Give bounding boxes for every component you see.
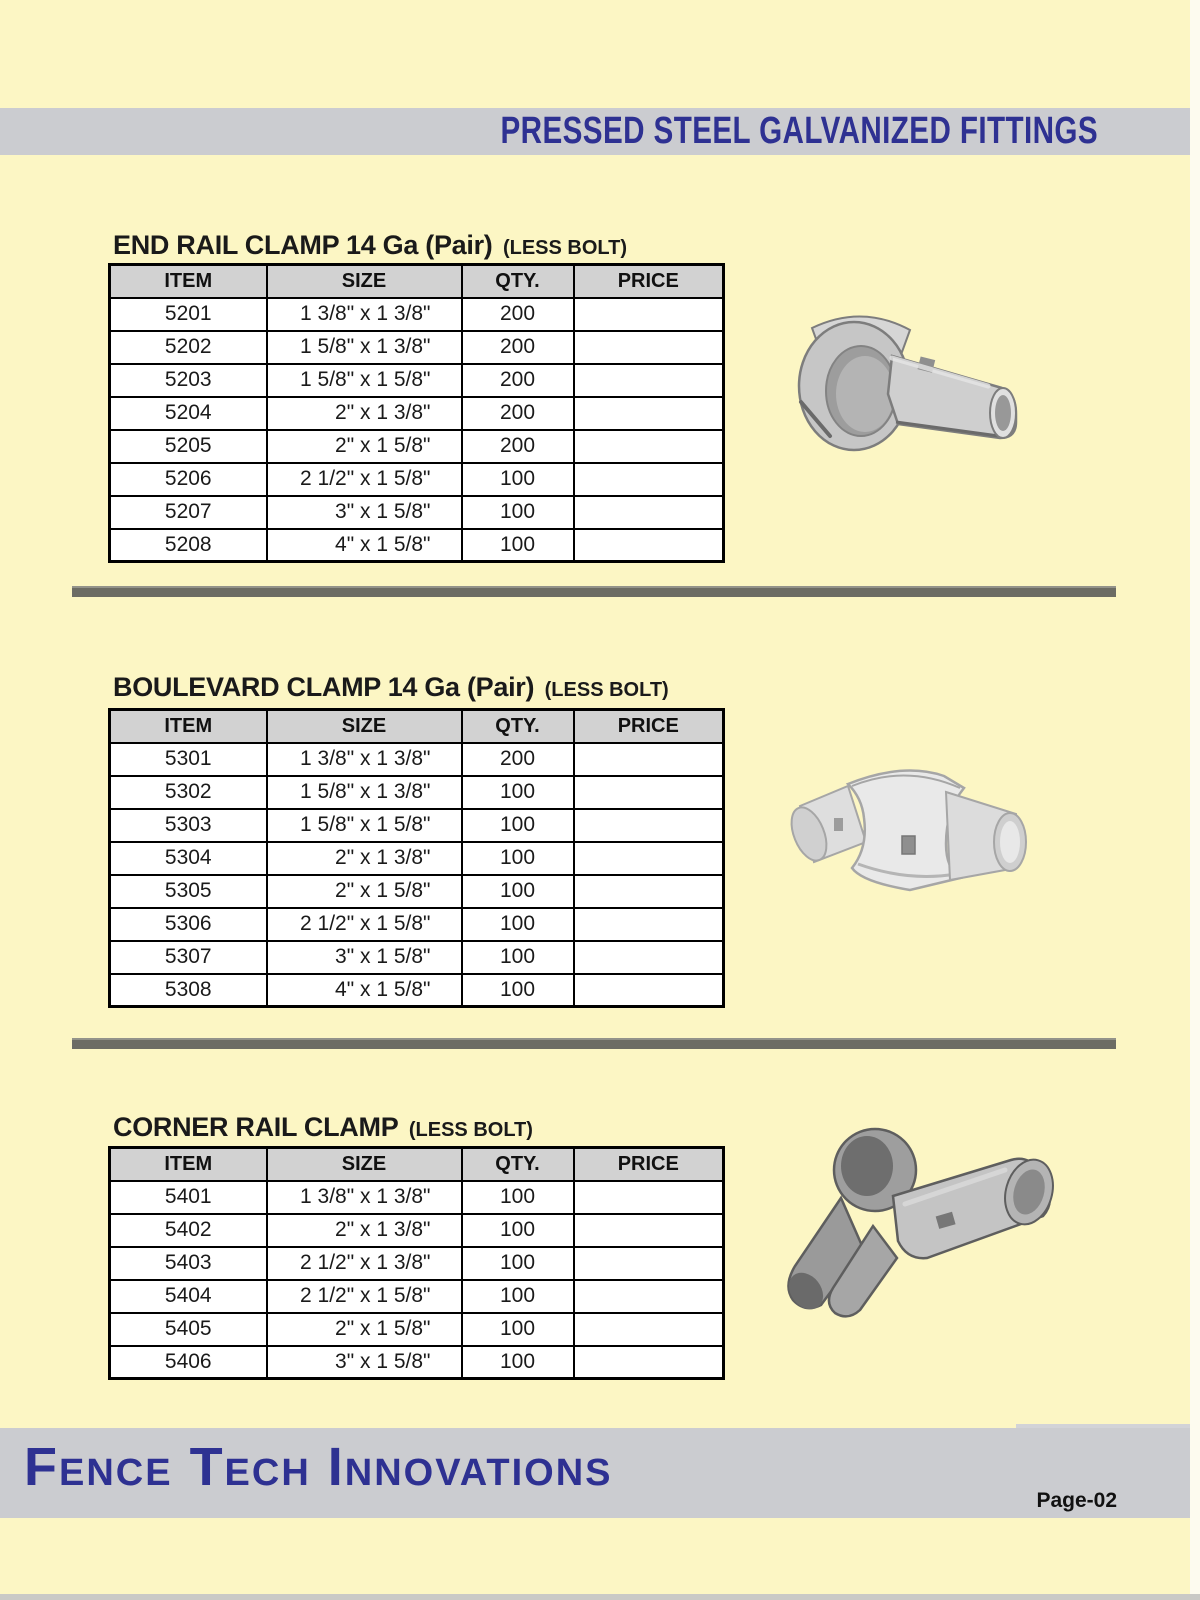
item-cell: 5303 — [110, 809, 267, 842]
section-divider — [72, 1038, 1116, 1049]
header-row — [110, 1148, 724, 1181]
table-row — [110, 1247, 724, 1280]
size-cell: 2" x 1 5/8" — [267, 1313, 462, 1346]
table-row — [110, 908, 724, 941]
qty-cell: 200 — [462, 298, 574, 331]
page-title: PRESSED STEEL GALVANIZED FITTINGS — [500, 110, 1098, 152]
size-cell: 1 3/8" x 1 3/8" — [267, 298, 462, 331]
qty-cell: 200 — [462, 743, 574, 776]
size-cell: 2" x 1 3/8" — [267, 397, 462, 430]
price-cell — [574, 1280, 724, 1313]
size-cell: 1 5/8" x 1 3/8" — [267, 776, 462, 809]
size-cell: 2" x 1 3/8" — [267, 842, 462, 875]
price-table-end-rail-clamp — [108, 263, 725, 563]
qty-cell: 100 — [462, 908, 574, 941]
price-cell — [574, 842, 724, 875]
size-cell: 2" x 1 5/8" — [267, 430, 462, 463]
table-row — [110, 1181, 724, 1214]
qty-cell: 200 — [462, 364, 574, 397]
qty-cell: 100 — [462, 529, 574, 562]
qty-cell: 100 — [462, 1313, 574, 1346]
price-cell — [574, 430, 724, 463]
price-cell — [574, 776, 724, 809]
section-title-text: CORNER RAIL CLAMP — [113, 1112, 399, 1142]
end-rail-clamp-photo — [792, 298, 1024, 470]
qty-cell: 100 — [462, 1280, 574, 1313]
price-cell — [574, 1346, 724, 1379]
column-header: QTY. — [462, 1148, 574, 1181]
item-cell: 5207 — [110, 496, 267, 529]
section-title-end-rail-clamp — [113, 230, 627, 261]
item-cell: 5308 — [110, 974, 267, 1007]
table-row — [110, 842, 724, 875]
item-cell: 5306 — [110, 908, 267, 941]
header-row — [110, 265, 724, 298]
size-cell: 4" x 1 5/8" — [267, 974, 462, 1007]
item-cell: 5206 — [110, 463, 267, 496]
qty-cell: 100 — [462, 974, 574, 1007]
column-header: PRICE — [574, 265, 724, 298]
column-header: ITEM — [110, 265, 267, 298]
price-cell — [574, 331, 724, 364]
section-divider — [72, 586, 1116, 597]
table-row — [110, 529, 724, 562]
qty-cell: 100 — [462, 1247, 574, 1280]
table-row — [110, 1346, 724, 1379]
size-cell: 2" x 1 3/8" — [267, 1214, 462, 1247]
size-cell: 1 3/8" x 1 3/8" — [267, 743, 462, 776]
table-row — [110, 1280, 724, 1313]
size-cell: 4" x 1 5/8" — [267, 529, 462, 562]
item-cell: 5302 — [110, 776, 267, 809]
price-cell — [574, 875, 724, 908]
item-cell: 5202 — [110, 331, 267, 364]
price-cell — [574, 364, 724, 397]
table-row — [110, 776, 724, 809]
section-subtitle-text: (LESS BOLT) — [544, 679, 669, 701]
price-cell — [574, 941, 724, 974]
header-band — [0, 108, 1200, 155]
price-cell — [574, 397, 724, 430]
column-header: QTY. — [462, 710, 574, 743]
item-cell: 5401 — [110, 1181, 267, 1214]
column-header: SIZE — [267, 265, 462, 298]
section-title-text: END RAIL CLAMP 14 Ga (Pair) — [113, 230, 493, 260]
table-row — [110, 941, 724, 974]
size-cell: 2 1/2" x 1 5/8" — [267, 1280, 462, 1313]
qty-cell: 100 — [462, 1181, 574, 1214]
table-row — [110, 496, 724, 529]
section-subtitle-text: (LESS BOLT) — [502, 237, 628, 259]
column-header: ITEM — [110, 710, 267, 743]
table-row — [110, 1313, 724, 1346]
qty-cell: 200 — [462, 331, 574, 364]
qty-cell: 100 — [462, 842, 574, 875]
price-cell — [574, 529, 724, 562]
scan-right-margin — [1190, 0, 1200, 1600]
table-row — [110, 331, 724, 364]
price-cell — [574, 743, 724, 776]
size-cell: 3" x 1 5/8" — [267, 941, 462, 974]
table-row — [110, 298, 724, 331]
table-row — [110, 743, 724, 776]
qty-cell: 200 — [462, 397, 574, 430]
price-cell — [574, 974, 724, 1007]
item-cell: 5403 — [110, 1247, 267, 1280]
corner-rail-clamp-photo — [775, 1108, 1070, 1336]
price-cell — [574, 1313, 724, 1346]
boulevard-clamp-photo — [788, 748, 1032, 910]
price-cell — [574, 908, 724, 941]
section-subtitle-text: (LESS BOLT) — [408, 1119, 533, 1141]
item-cell: 5406 — [110, 1346, 267, 1379]
item-cell: 5305 — [110, 875, 267, 908]
header-row — [110, 710, 724, 743]
size-cell: 1 3/8" x 1 3/8" — [267, 1181, 462, 1214]
brand-logo: Fence Tech Innovations — [24, 1437, 613, 1497]
price-cell — [574, 496, 724, 529]
size-cell: 1 5/8" x 1 5/8" — [267, 809, 462, 842]
item-cell: 5301 — [110, 743, 267, 776]
table-row — [110, 875, 724, 908]
size-cell: 2 1/2" x 1 5/8" — [267, 908, 462, 941]
size-cell: 3" x 1 5/8" — [267, 1346, 462, 1379]
price-cell — [574, 1247, 724, 1280]
item-cell: 5203 — [110, 364, 267, 397]
price-cell — [574, 809, 724, 842]
table-row — [110, 397, 724, 430]
column-header: QTY. — [462, 265, 574, 298]
size-cell: 1 5/8" x 1 3/8" — [267, 331, 462, 364]
price-cell — [574, 1214, 724, 1247]
table-row — [110, 809, 724, 842]
column-header: SIZE — [267, 1148, 462, 1181]
qty-cell: 100 — [462, 1214, 574, 1247]
qty-cell: 100 — [462, 463, 574, 496]
qty-cell: 200 — [462, 430, 574, 463]
price-table-boulevard-clamp — [108, 708, 725, 1008]
table-row — [110, 1214, 724, 1247]
item-cell: 5204 — [110, 397, 267, 430]
qty-cell: 100 — [462, 941, 574, 974]
column-header: ITEM — [110, 1148, 267, 1181]
size-cell: 2" x 1 5/8" — [267, 875, 462, 908]
price-cell — [574, 463, 724, 496]
table-row — [110, 463, 724, 496]
section-title-corner-rail-clamp — [113, 1112, 533, 1143]
section-title-boulevard-clamp — [113, 672, 669, 703]
qty-cell: 100 — [462, 875, 574, 908]
price-cell — [574, 1181, 724, 1214]
qty-cell: 100 — [462, 1346, 574, 1379]
column-header: PRICE — [574, 1148, 724, 1181]
price-table-corner-rail-clamp — [108, 1146, 725, 1380]
table-row — [110, 364, 724, 397]
item-cell: 5205 — [110, 430, 267, 463]
price-cell — [574, 298, 724, 331]
item-cell: 5405 — [110, 1313, 267, 1346]
column-header: PRICE — [574, 710, 724, 743]
item-cell: 5307 — [110, 941, 267, 974]
qty-cell: 100 — [462, 809, 574, 842]
section-title-text: BOULEVARD CLAMP 14 Ga (Pair) — [113, 672, 535, 702]
qty-cell: 100 — [462, 496, 574, 529]
qty-cell: 100 — [462, 776, 574, 809]
table-row — [110, 430, 724, 463]
item-cell: 5402 — [110, 1214, 267, 1247]
item-cell: 5304 — [110, 842, 267, 875]
item-cell: 5208 — [110, 529, 267, 562]
scan-bottom-edge — [0, 1594, 1200, 1600]
table-row — [110, 974, 724, 1007]
size-cell: 2 1/2" x 1 3/8" — [267, 1247, 462, 1280]
item-cell: 5404 — [110, 1280, 267, 1313]
column-header: SIZE — [267, 710, 462, 743]
item-cell: 5201 — [110, 298, 267, 331]
size-cell: 3" x 1 5/8" — [267, 496, 462, 529]
page-number: Page-02 — [1036, 1489, 1117, 1512]
size-cell: 2 1/2" x 1 5/8" — [267, 463, 462, 496]
size-cell: 1 5/8" x 1 5/8" — [267, 364, 462, 397]
